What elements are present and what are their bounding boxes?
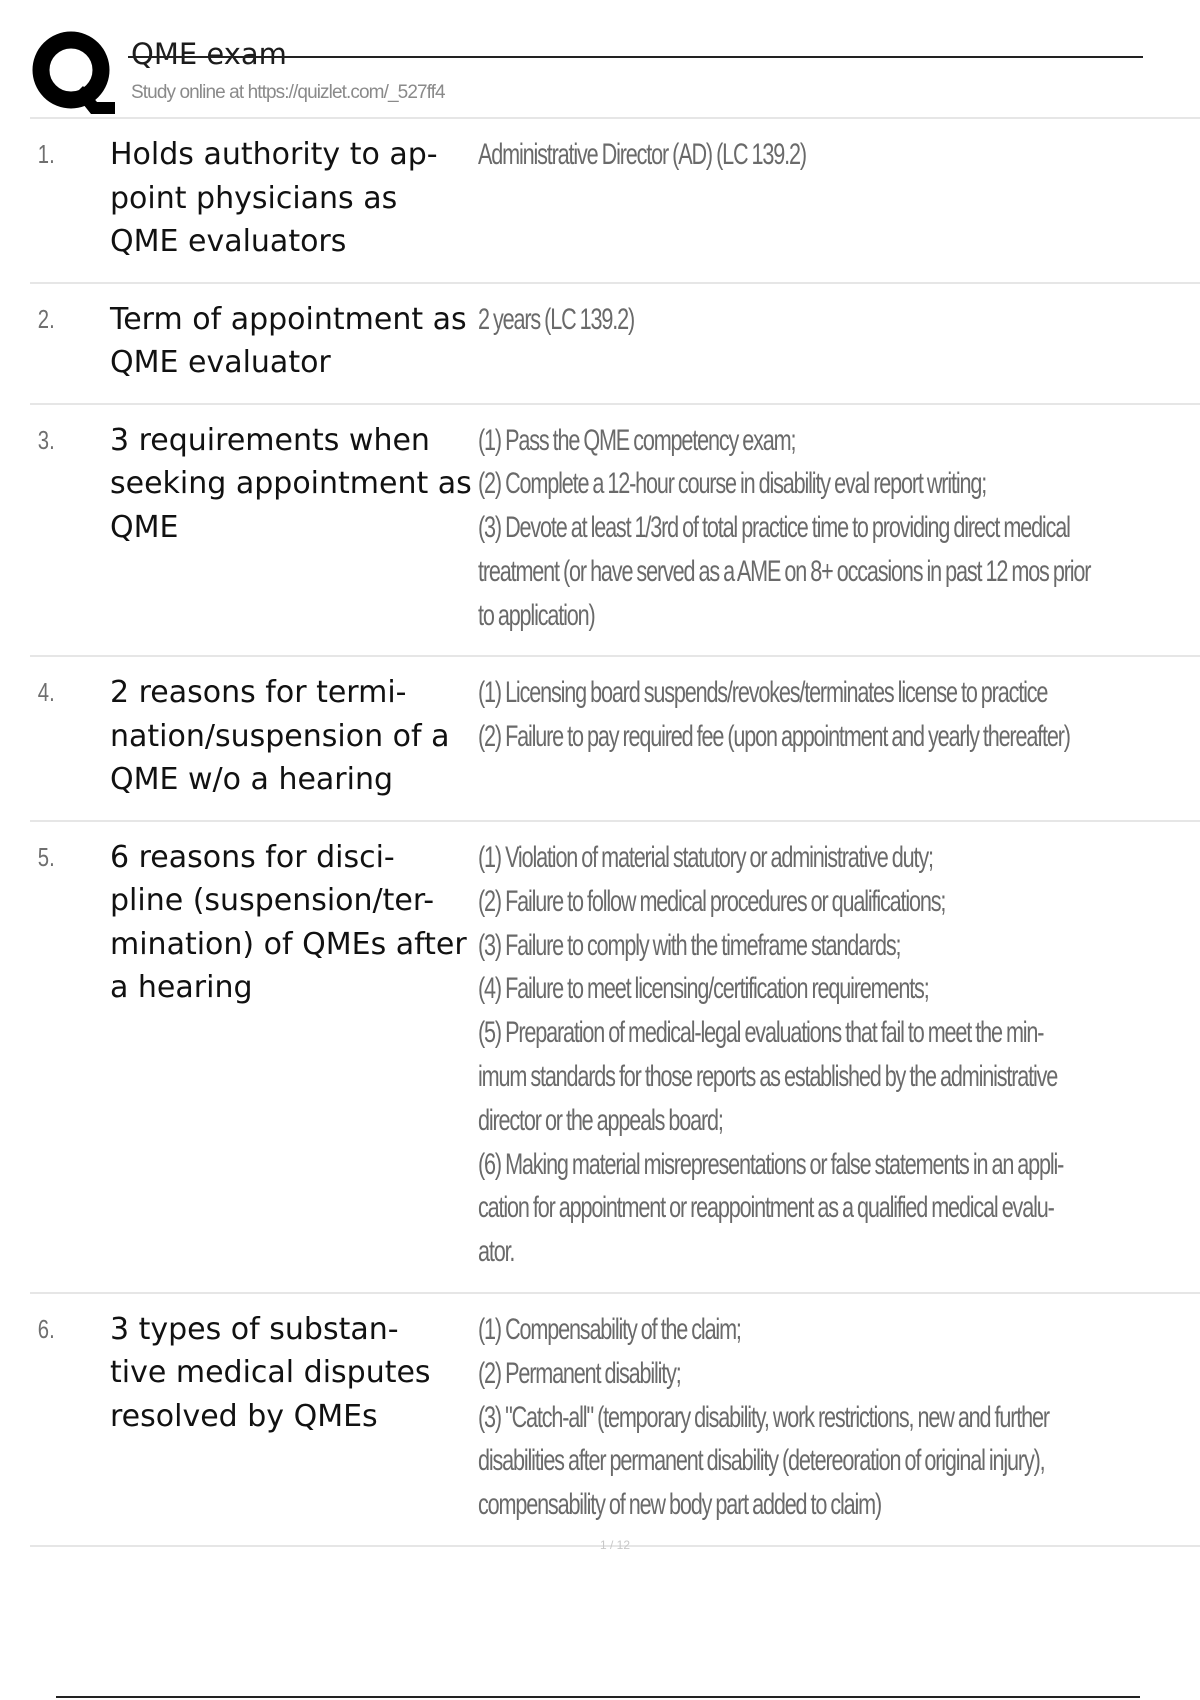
page-number: 1 / 12	[600, 1538, 631, 1552]
definition-line: (1) Compensability of the claim;	[478, 1312, 741, 1346]
definition-line: (4) Failure to meet licensing/certification requirements;	[478, 972, 929, 1006]
flashcard-row	[30, 119, 1200, 284]
flashcard-row	[30, 657, 1200, 822]
card-term: 3 types of substan- tive medical disputes resolved by QMEs	[110, 1311, 431, 1434]
card-definition	[478, 298, 1200, 385]
definition-line: director or the appeals board;	[478, 1103, 723, 1137]
card-definition	[478, 836, 1200, 1274]
flashcard-row	[30, 284, 1200, 405]
definition-line: (2) Failure to pay required fee (upon appointment and yearly thereafter)	[478, 720, 1070, 754]
definition-line: (1) Licensing board suspends/revokes/terminates license to practice	[478, 676, 1048, 710]
card-definition	[478, 419, 1200, 638]
definition-line: 2 years (LC 139.2)	[478, 302, 634, 336]
card-definition	[478, 1308, 1200, 1527]
definition-line: (5) Preparation of medical-legal evaluations that fail to meet the min-	[478, 1016, 1044, 1050]
definition-line: compensability of new body part added to claim)	[478, 1488, 882, 1522]
definition-line: (2) Complete a 12-hour course in disability eval report writing;	[478, 467, 987, 501]
definition-line: (2) Permanent disability;	[478, 1356, 681, 1390]
definition-line: (2) Failure to follow medical procedures or qualifications;	[478, 884, 946, 918]
flashcard-row	[30, 405, 1200, 658]
card-number: 1.	[37, 139, 55, 169]
definition-line: disabilities after permanent disability (detereoration of original injury),	[478, 1444, 1045, 1478]
definition-line: (1) Violation of material statutory or administrative duty;	[478, 840, 933, 874]
page-subtitle: Study online at https://quizlet.com/_527ff4	[131, 82, 445, 103]
title-strike-rule	[128, 56, 1143, 58]
card-term: 2 reasons for termi- nation/suspension of a QME w/o a hearing	[110, 675, 450, 798]
card-number: 2.	[37, 303, 55, 334]
definition-line: (3) Failure to comply with the timeframe standards;	[478, 928, 901, 962]
card-term: 6 reasons for disci- pline (suspension/ter- mination) of QMEs after a hearing	[110, 839, 467, 1006]
definition-line: (3) "Catch-all" (temporary disability, work restrictions, new and further	[478, 1400, 1049, 1434]
definition-line: imum standards for those reports as established by the administrative	[478, 1059, 1058, 1093]
definition-line: cation for appointment or reappointment as a qualified medical evalu-	[478, 1191, 1054, 1225]
card-definition	[478, 671, 1200, 802]
footer-divider	[56, 1696, 1140, 1698]
flashcard-list	[30, 119, 1200, 1547]
card-number: 6.	[37, 1313, 55, 1344]
definition-line: ator.	[478, 1235, 515, 1269]
page-header	[0, 0, 1200, 118]
definition-line: to application)	[478, 598, 595, 632]
card-definition	[478, 133, 1200, 264]
card-number: 3.	[37, 424, 55, 455]
definition-line: Administrative Director (AD) (LC 139.2)	[478, 138, 806, 171]
definition-line: treatment (or have served as a AME on 8+ occasions in past 12 mos prior	[478, 554, 1091, 588]
flashcard-row	[30, 822, 1200, 1294]
card-term: Term of appointment as QME evaluator	[110, 301, 467, 380]
definition-line: (1) Pass the QME competency exam;	[478, 423, 796, 457]
card-term: 3 requirements when seeking appointment as QME	[110, 422, 472, 545]
page-title: QME exam	[131, 37, 287, 71]
card-number: 4.	[37, 677, 55, 708]
card-term: Holds authority to ap- point physicians as QME evaluators	[110, 137, 438, 259]
card-number: 5.	[37, 841, 55, 872]
flashcard-row	[30, 1294, 1200, 1547]
quizlet-logo-icon	[31, 30, 115, 114]
definition-line: (3) Devote at least 1/3rd of total practice time to providing direct medical	[478, 511, 1070, 545]
definition-line: (6) Making material misrepresentations or false statements in an appli-	[478, 1147, 1064, 1181]
